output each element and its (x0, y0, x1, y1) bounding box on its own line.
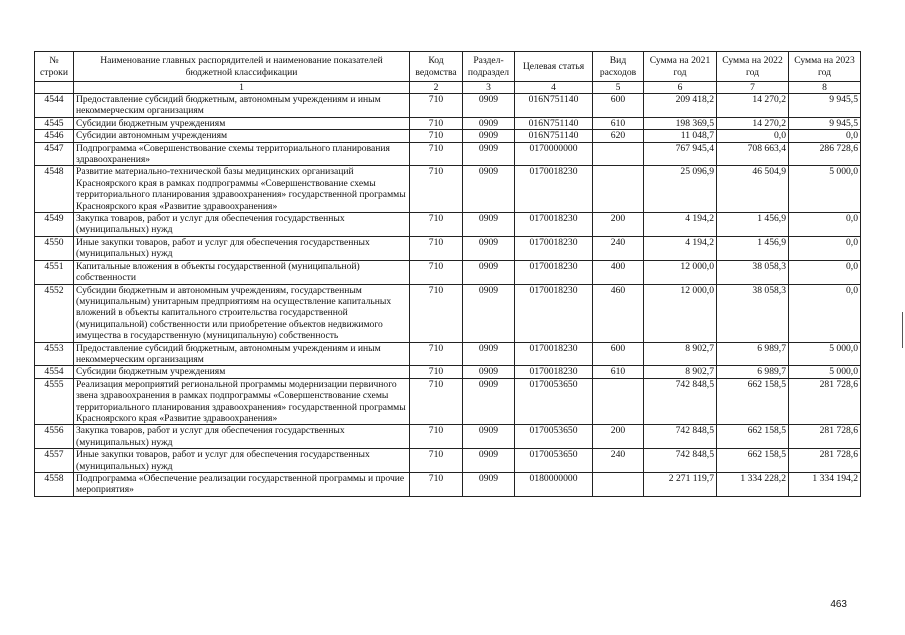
row-section: 0909 (463, 94, 515, 118)
col-header-target-article: Целевая статья (515, 52, 593, 82)
row-target-article: 0170053650 (515, 425, 593, 449)
table-row (35, 94, 861, 118)
col-number: 4 (515, 82, 593, 94)
row-name: Иные закупки товаров, работ и услуг для обеспечения государственных (муниципальных) нужд (74, 236, 410, 260)
row-expense-type (593, 378, 644, 425)
row-sum-2021: 12 000,0 (644, 260, 717, 284)
row-section: 0909 (463, 425, 515, 449)
column-number-row (35, 82, 861, 94)
row-section: 0909 (463, 130, 515, 142)
row-department-code: 710 (410, 366, 463, 378)
row-number: 4552 (35, 284, 74, 342)
table-row (35, 260, 861, 284)
row-sum-2023: 0,0 (789, 260, 861, 284)
row-department-code: 710 (410, 425, 463, 449)
row-sum-2022: 38 058,3 (717, 260, 789, 284)
row-sum-2023: 5 000,0 (789, 166, 861, 213)
row-department-code: 710 (410, 342, 463, 366)
row-expense-type: 240 (593, 236, 644, 260)
row-department-code: 710 (410, 166, 463, 213)
row-target-article: 0170053650 (515, 378, 593, 425)
row-expense-type (593, 473, 644, 497)
row-number: 4554 (35, 366, 74, 378)
col-header-name: Наименование главных распорядителей и наименование показателей бюджетной классификации (74, 52, 410, 82)
row-sum-2021: 767 945,4 (644, 142, 717, 166)
row-name: Субсидии автономным учреждениям (74, 130, 410, 142)
row-expense-type: 600 (593, 342, 644, 366)
row-name: Подпрограмма «Обеспечение реализации государственной программы и прочие мероприятия» (74, 473, 410, 497)
row-name: Развитие материально-технической базы медицинских организаций Красноярского края в рамках подпрограммы «Совершенствование схемы территориального планирования здравоохранения» государственной программы Красноярского края «Развитие здравоохранения» (74, 166, 410, 213)
row-name: Субсидии бюджетным учреждениям (74, 366, 410, 378)
row-department-code: 710 (410, 142, 463, 166)
row-number: 4558 (35, 473, 74, 497)
col-header-department-code: Код ведомства (410, 52, 463, 82)
row-name: Закупка товаров, работ и услуг для обеспечения государственных (муниципальных) нужд (74, 425, 410, 449)
row-target-article: 0180000000 (515, 473, 593, 497)
row-sum-2022: 0,0 (717, 130, 789, 142)
row-target-article: 0170000000 (515, 142, 593, 166)
row-sum-2021: 8 902,7 (644, 366, 717, 378)
row-sum-2023: 0,0 (789, 236, 861, 260)
row-sum-2021: 8 902,7 (644, 342, 717, 366)
row-sum-2021: 4 194,2 (644, 236, 717, 260)
col-header-section: Раздел-подраздел (463, 52, 515, 82)
table-row (35, 236, 861, 260)
row-section: 0909 (463, 284, 515, 342)
table-row (35, 449, 861, 473)
row-expense-type: 620 (593, 130, 644, 142)
row-sum-2022: 708 663,4 (717, 142, 789, 166)
row-name: Субсидии бюджетным и автономным учреждениям, государственным (муниципальным) унитарным предприятиям на осуществление капитальных вложений в объекты капитального строительства государственной (муниципальной) собственности или приобретение объектов недвижимого имущества в государственную (муниципальную) собственность (74, 284, 410, 342)
table-row (35, 378, 861, 425)
row-sum-2023: 0,0 (789, 213, 861, 237)
row-number: 4546 (35, 130, 74, 142)
row-sum-2022: 1 456,9 (717, 236, 789, 260)
row-sum-2022: 6 989,7 (717, 342, 789, 366)
col-number: 6 (644, 82, 717, 94)
col-header-sum-2021: Сумма на 2021 год (644, 52, 717, 82)
row-sum-2023: 9 945,5 (789, 94, 861, 118)
row-number: 4549 (35, 213, 74, 237)
row-sum-2023: 1 334 194,2 (789, 473, 861, 497)
row-sum-2023: 0,0 (789, 130, 861, 142)
table-row (35, 366, 861, 378)
row-target-article: 016N751140 (515, 130, 593, 142)
row-sum-2021: 742 848,5 (644, 425, 717, 449)
row-number: 4548 (35, 166, 74, 213)
col-number: 2 (410, 82, 463, 94)
row-section: 0909 (463, 213, 515, 237)
row-sum-2023: 9 945,5 (789, 117, 861, 129)
row-sum-2021: 2 271 119,7 (644, 473, 717, 497)
row-number: 4557 (35, 449, 74, 473)
row-department-code: 710 (410, 449, 463, 473)
row-department-code: 710 (410, 284, 463, 342)
scan-edge-mark (902, 312, 903, 348)
row-target-article: 0170018230 (515, 236, 593, 260)
row-section: 0909 (463, 236, 515, 260)
row-sum-2022: 662 158,5 (717, 449, 789, 473)
row-name: Иные закупки товаров, работ и услуг для обеспечения государственных (муниципальных) нужд (74, 449, 410, 473)
row-department-code: 710 (410, 236, 463, 260)
row-department-code: 710 (410, 260, 463, 284)
col-number: 1 (74, 82, 410, 94)
row-name: Предоставление субсидий бюджетным, автономным учреждениям и иным некоммерческим организациям (74, 342, 410, 366)
col-number: 7 (717, 82, 789, 94)
row-sum-2022: 662 158,5 (717, 425, 789, 449)
row-target-article: 0170018230 (515, 284, 593, 342)
row-expense-type: 200 (593, 425, 644, 449)
row-department-code: 710 (410, 378, 463, 425)
row-section: 0909 (463, 449, 515, 473)
row-number: 4551 (35, 260, 74, 284)
row-target-article: 0170053650 (515, 449, 593, 473)
row-department-code: 710 (410, 473, 463, 497)
row-expense-type: 610 (593, 117, 644, 129)
row-sum-2021: 25 096,9 (644, 166, 717, 213)
row-number: 4544 (35, 94, 74, 118)
row-name: Реализация мероприятий региональной программы модернизации первичного звена здравоохранения в рамках подпрограммы «Совершенствование схемы территориального планирования здравоохранения» государственной программы Красноярского края «Развитие здравоохранения» (74, 378, 410, 425)
row-sum-2022: 662 158,5 (717, 378, 789, 425)
row-number: 4556 (35, 425, 74, 449)
row-sum-2021: 4 194,2 (644, 213, 717, 237)
row-expense-type: 610 (593, 366, 644, 378)
row-sum-2023: 281 728,6 (789, 449, 861, 473)
row-target-article: 0170018230 (515, 342, 593, 366)
row-sum-2021: 742 848,5 (644, 378, 717, 425)
row-target-article: 016N751140 (515, 94, 593, 118)
row-department-code: 710 (410, 94, 463, 118)
col-header-expense-type: Вид расходов (593, 52, 644, 82)
row-name: Предоставление субсидий бюджетным, автономным учреждениям и иным некоммерческим организациям (74, 94, 410, 118)
row-section: 0909 (463, 260, 515, 284)
row-sum-2022: 1 456,9 (717, 213, 789, 237)
row-target-article: 0170018230 (515, 166, 593, 213)
budget-table-page (34, 51, 860, 497)
row-sum-2021: 209 418,2 (644, 94, 717, 118)
row-expense-type: 460 (593, 284, 644, 342)
row-sum-2022: 14 270,2 (717, 94, 789, 118)
row-sum-2022: 1 334 228,2 (717, 473, 789, 497)
table-row (35, 213, 861, 237)
row-target-article: 016N751140 (515, 117, 593, 129)
row-number: 4555 (35, 378, 74, 425)
row-sum-2023: 0,0 (789, 284, 861, 342)
row-expense-type: 600 (593, 94, 644, 118)
page-number: 463 (830, 599, 847, 610)
row-expense-type: 400 (593, 260, 644, 284)
row-number: 4547 (35, 142, 74, 166)
row-section: 0909 (463, 378, 515, 425)
table-row (35, 130, 861, 142)
row-sum-2021: 12 000,0 (644, 284, 717, 342)
table-row (35, 117, 861, 129)
row-expense-type (593, 166, 644, 213)
budget-table (34, 51, 861, 497)
table-row (35, 284, 861, 342)
table-row (35, 473, 861, 497)
table-row (35, 142, 861, 166)
row-sum-2021: 742 848,5 (644, 449, 717, 473)
row-number: 4550 (35, 236, 74, 260)
row-target-article: 0170018230 (515, 366, 593, 378)
row-section: 0909 (463, 166, 515, 213)
col-number: 5 (593, 82, 644, 94)
table-row (35, 425, 861, 449)
row-sum-2023: 5 000,0 (789, 366, 861, 378)
row-number: 4553 (35, 342, 74, 366)
col-number (35, 82, 74, 94)
row-expense-type (593, 142, 644, 166)
col-header-sum-2023: Сумма на 2023 год (789, 52, 861, 82)
row-section: 0909 (463, 366, 515, 378)
row-sum-2022: 6 989,7 (717, 366, 789, 378)
table-row (35, 166, 861, 213)
row-expense-type: 240 (593, 449, 644, 473)
col-header-row-number: № строки (35, 52, 74, 82)
row-sum-2021: 11 048,7 (644, 130, 717, 142)
row-sum-2022: 46 504,9 (717, 166, 789, 213)
row-sum-2023: 281 728,6 (789, 378, 861, 425)
table-header-row (35, 52, 861, 82)
row-department-code: 710 (410, 213, 463, 237)
row-target-article: 0170018230 (515, 213, 593, 237)
row-sum-2022: 14 270,2 (717, 117, 789, 129)
row-name: Закупка товаров, работ и услуг для обеспечения государственных (муниципальных) нужд (74, 213, 410, 237)
row-department-code: 710 (410, 117, 463, 129)
row-section: 0909 (463, 117, 515, 129)
table-body (35, 94, 861, 497)
row-number: 4545 (35, 117, 74, 129)
row-expense-type: 200 (593, 213, 644, 237)
row-sum-2022: 38 058,3 (717, 284, 789, 342)
col-number: 8 (789, 82, 861, 94)
row-target-article: 0170018230 (515, 260, 593, 284)
row-sum-2021: 198 369,5 (644, 117, 717, 129)
row-name: Подпрограмма «Совершенствование схемы территориального планирования здравоохранения» (74, 142, 410, 166)
row-sum-2023: 5 000,0 (789, 342, 861, 366)
col-header-sum-2022: Сумма на 2022 год (717, 52, 789, 82)
row-section: 0909 (463, 142, 515, 166)
row-name: Капитальные вложения в объекты государственной (муниципальной) собственности (74, 260, 410, 284)
row-sum-2023: 286 728,6 (789, 142, 861, 166)
row-section: 0909 (463, 473, 515, 497)
row-sum-2023: 281 728,6 (789, 425, 861, 449)
col-number: 3 (463, 82, 515, 94)
row-section: 0909 (463, 342, 515, 366)
row-department-code: 710 (410, 130, 463, 142)
row-name: Субсидии бюджетным учреждениям (74, 117, 410, 129)
table-row (35, 342, 861, 366)
